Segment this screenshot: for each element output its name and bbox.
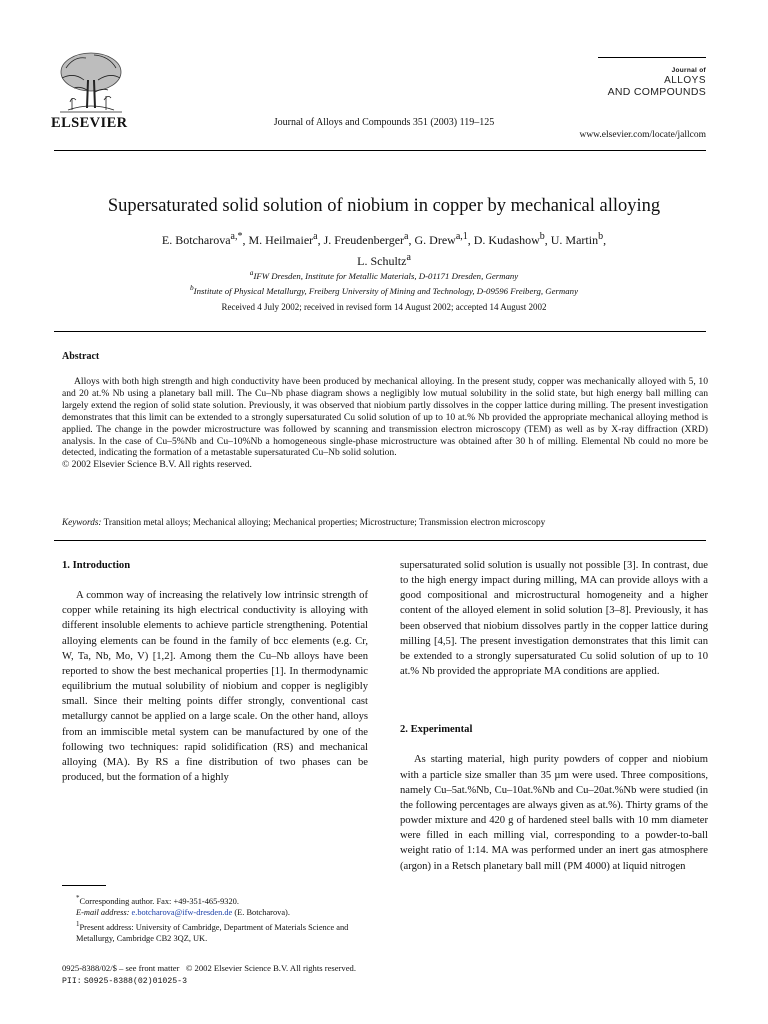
affiliation-b: $^b$Institute of Physical Metallurgy, Freiberg University of Mining and Technology, D-09596 Freiberg, Germany — [190, 282, 578, 296]
article-title: Supersaturated solid solution of niobium in copper by mechanical alloying — [107, 196, 661, 216]
keywords — [62, 517, 708, 527]
intro-continued: supersaturated solid solution is usually not possible [3]. In contrast, due to the high energy impact during milling, MA can provide alloys with a good compositional and microstructural homogeneity and a higher content of the alloyed element in solid solution [3–8]. Previously, it has been observed that niobium dissolves partly in the copper lattice during milling [4,5]. The present investigation demonstrates that this limit can be extended to a strongly supersaturated Cu solid solution of up to 10 at.% Nb provided the appropriate MA conditions are applied. — [400, 560, 708, 678]
footnotes — [62, 893, 368, 945]
brand-rule — [598, 57, 706, 58]
intro-text: A common way of increasing the relatively low intrinsic strength of copper while retaining its high electrical conductivity is alloying with different insoluble elements to achieve particle strengthening. Potential alloying elements can be found in the family of bcc elements (e.g. Cr, W, Ta, Nb, Mo, V) [1,2]. Among them the Cu–Nb alloys have been reported to show the best mechanical properties [1]. In thermodynamic equilibrium the mutual solubility of niobium and copper is negligibly small. Since their melting points differ strongly, conventional cast metallurgy cannot be applied on a large scale. On the other hand, alloys from an immiscible metal system can be manufactured by one of the following two techniques: rapid solidification (RS) and mechanical alloying (MA). By RS a fine distribution of two phases can be produced, but the formation of a highly — [62, 590, 368, 784]
keywords-label: Keywords: — [62, 517, 102, 527]
abstract-rule — [54, 331, 706, 332]
journal-brand — [608, 68, 706, 97]
footer-issn-line: 0925-8388/02/$ – see front matter © 2002 Elsevier Science B.V. All rights reserved. — [62, 963, 356, 973]
abstract-body — [62, 376, 708, 471]
footnote-rule — [62, 885, 106, 886]
journal-reference: Journal of Alloys and Compounds 351 (2003) 119–125 — [273, 117, 495, 128]
experimental-heading: 2. Experimental — [400, 724, 473, 736]
footnote-present-address: $^1$Present address: University of Cambridge, Department of Materials Science and Metallurgy, Cambridge CB2 3QZ, UK. — [76, 919, 349, 944]
keywords-rule — [54, 540, 706, 541]
journal-url[interactable]: www.elsevier.com/locate/jallcom — [579, 130, 706, 140]
footnote-corresponding: *Corresponding author. Fax: +49-351-465-9320. — [76, 894, 239, 906]
affiliations — [50, 267, 718, 297]
header-rule — [54, 150, 706, 151]
abstract-heading: Abstract — [62, 351, 100, 362]
left-column — [62, 558, 368, 785]
abstract-text: Alloys with both high strength and high conductivity have been produced by mechanical alloying. In the present study, copper was mechanically alloyed with 5, 10 and 20 at.% Nb using a planetary ball mill. The Cu–Nb phase diagram shows a negligibly low mutual solubility in the solid state, but high energy ball milling can largely extend the region of solid state solution. Previously, it was observed that niobium partly dissolves in the copper lattice during milling. The present investigation demonstrates that this limit can be extended to a strongly supersaturated Cu solid solution of up to 10 at.% Nb provided the appropriate mechanical alloying method is applied. The change in the powder microstructure was followed by scanning and transmission electron microscopy (TEM) as well as by X-ray diffraction (XRD) analysis. In the case of Cu–5%Nb and Cu–10%Nb a homogeneous single-phase microstructure was obtained after 30 h of milling. Elemental Nb could no more be detected, indicating the formation of a metastable supersaturated Cu–Nb solid solution. — [62, 376, 708, 459]
brand-line-2: ALLOYS — [664, 74, 706, 86]
author-list: E. Botcharova$^{a,*}$, M. Heilmaier$^a$, J. Freudenberger$^a$, G. Drew$^{a,1}$, D. Kudashow$^b$, U. Martin$^b$, L. Schultz$^a$ — [161, 231, 607, 268]
email-link[interactable]: e.botcharova@ifw-dresden.de — [131, 908, 233, 918]
footnote-email: E-mail address: e.botcharova@ifw-dresden.de (E. Botcharova). — [76, 908, 290, 918]
page-footer — [62, 962, 356, 989]
affiliation-a: $^a$IFW Dresden, Institute for Metallic Materials, D-01171 Dresden, Germany — [249, 268, 519, 281]
experimental-text: As starting material, high purity powders of copper and niobium with a particle size smaller than 35 µm were used. Three compositions, namely Cu–5at.%Nb, Cu–10at.%Nb and Cu–20at.%Nb were studied (in the following percentages are always given as at.%). Thirty grams of the powder mixture and 420 g of hardened steel balls with 10 mm diameter were filled in each milling vial, corresponding to a powder-to-ball weight ratio of 1:14. MA was performed under an inert gas atmosphere (argon) in a Retsch planetary ball mill (PM 4000) at liquid nitrogen — [400, 754, 708, 872]
received-dates: Received 4 July 2002; received in revised form 14 August 2002; accepted 14 August 2002 — [221, 302, 547, 312]
footer-pii-line: PII: S0925-8388(02)01025-3 — [62, 977, 187, 987]
brand-line-1: Journal of — [671, 67, 706, 74]
intro-heading: 1. Introduction — [62, 560, 131, 571]
brand-line-3: AND COMPOUNDS — [607, 85, 706, 98]
publisher-name: ELSEVIER — [51, 115, 128, 131]
right-column — [400, 558, 708, 874]
elsevier-tree-logo — [54, 50, 128, 116]
abstract-copyright: © 2002 Elsevier Science B.V. All rights reserved. — [62, 459, 252, 471]
keywords-text: Transition metal alloys; Mechanical alloying; Mechanical properties; Microstructure; Transmission electron microscopy — [103, 517, 546, 527]
